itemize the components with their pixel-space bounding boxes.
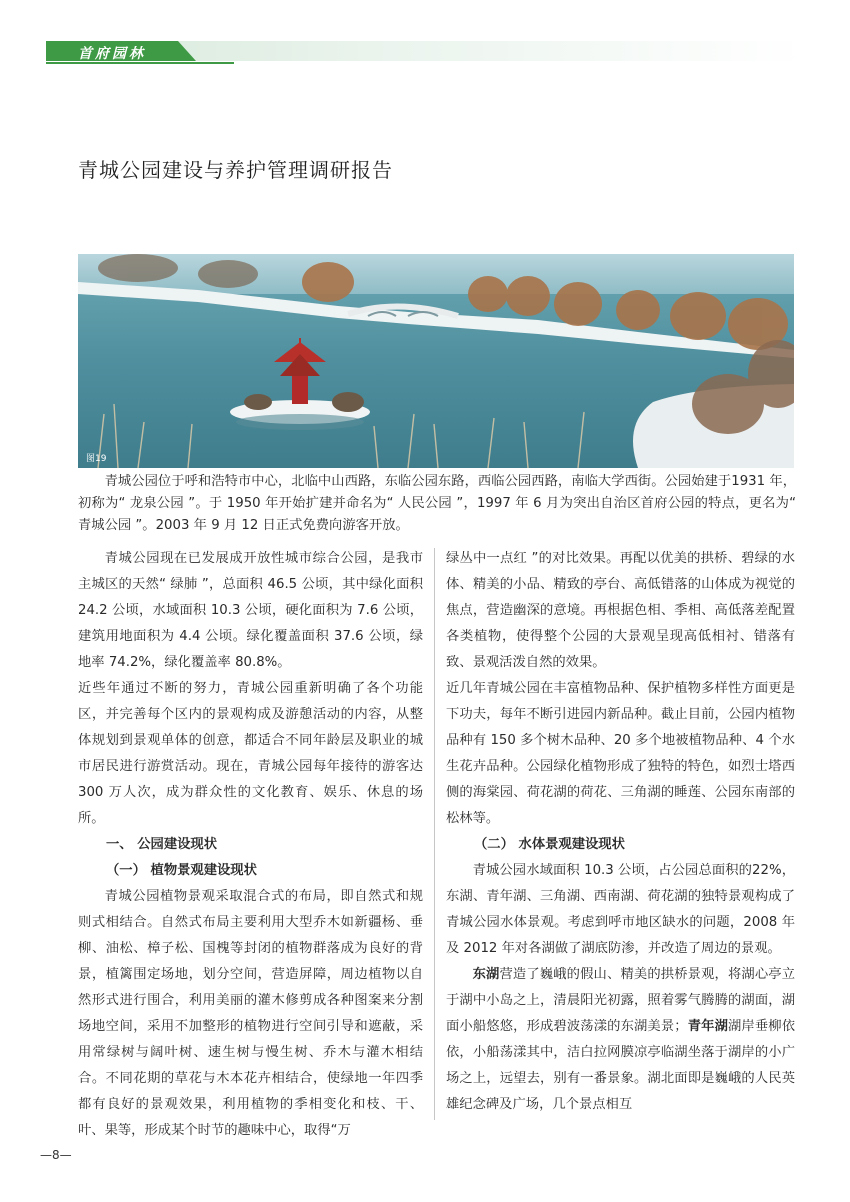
subsection-heading: （二） 水体景观建设现状	[474, 837, 625, 852]
section-heading: 一、 公园建设现状	[106, 837, 218, 852]
paragraph: 绿丛中一点红 ”的对比效果。再配以优美的拱桥、碧绿的水体、精美的小品、精致的亭台、高低错落的山体成为视觉的焦点，营造幽深的意境。再根据色相、季相、高低落差配置各类植物，使得整个公园的大景观呈现高低相衬、错落有致、景观活泼自然的效果。	[446, 551, 795, 670]
lake-name-youth: 青年湖	[687, 1019, 728, 1034]
paragraph: 青城公园植物景观采取混合式的布局，即自然式和规则式相结合。自然式布局主要利用大型乔木如新疆杨、垂柳、油松、樟子松、国槐等封闭的植物群落成为良好的背景，植篱围定场地，划分空间，营造屏障，周边植物以自然形式进行围合，利用美丽的灌木修剪成各种图案来分割场地空间，采用不加整形的植物进行空间引导和遮蔽，采用常绿树与阔叶树、速生树与慢生树、乔木与灌木相结合。不同花期的草花与木本花卉相结合，使绿地一年四季都有良好的景观效果，利用植物的季相变化和枝、干、叶、果等，形成某个时节的趣味中心，取得“万	[78, 889, 423, 1138]
subsection-heading: （一） 植物景观建设现状	[106, 863, 257, 878]
figure-label: 图19	[86, 454, 107, 464]
park-photo	[78, 254, 794, 468]
paragraph: 近些年通过不断的努力，青城公园重新明确了各个功能区，并完善每个区内的景观构成及游憩活动的内容，从整体规划到景观单体的创意，都适合不同年龄层及职业的城市居民进行游赏活动。现在，青城公园每年接待的游客达 300 万人次，成为群众性的文化教育、娱乐、休息的场所。	[78, 681, 423, 826]
paragraph-text: 湖岸垂柳依依，小船荡漾其中，洁白拉网膜凉亭临湖坐落于湖岸的小广场之上，远望去，别有一番景象。湖北面即是巍峨的人民英雄纪念碑及广场，几个景点相互	[446, 1019, 796, 1112]
section-label: 首府园林	[78, 46, 146, 62]
column-divider	[434, 548, 435, 1120]
paragraph: 青城公园现在已发展成开放性城市综合公园，是我市主城区的天然“ 绿肺 ”，总面积 46.5 公顷，其中绿化面积 24.2 公顷，水域面积 10.3 公顷，硬化面积为 7.6 公顷，建筑用地面积为 4.4 公顷。绿化覆盖面积 37.6 公顷，绿地率 74.2%，绿化覆盖率 80.8%。	[78, 551, 423, 670]
paragraph	[446, 962, 795, 1118]
left-column	[78, 546, 423, 1144]
paragraph: 近几年青城公园在丰富植物品种、保护植物多样性方面更是下功夫，每年不断引进园内新品种。截止目前，公园内植物品种有 150 多个树木品种、20 多个地被植物品种、4 个水生花卉品种。公园绿化植物形成了独特的特色，如烈士塔西侧的海棠园、荷花湖的荷花、三角湖的睡莲、公园东南部的松林等。	[446, 681, 795, 826]
right-column	[446, 546, 795, 1118]
intro-paragraph: 青城公园位于呼和浩特市中心，北临中山西路，东临公园东路，西临公园西路，南临大学西街。公园始建于1931 年，初称为“ 龙泉公园 ”。于 1950 年开始扩建并命名为“ 人民公园 ”，1997 年 6 月为突出自治区首府公园的特点，更名为“ 青城公园 ”。2003 年 9 月 12 日正式免费向游客开放。	[78, 474, 796, 533]
lake-name-east: 东湖	[472, 967, 500, 982]
intro-paragraph-block	[78, 471, 796, 537]
section-underline	[46, 62, 234, 64]
lake-pavilion-illustration	[78, 254, 794, 468]
article-title: 青城公园建设与养护管理调研报告	[78, 158, 393, 183]
paragraph: 青城公园水域面积 10.3 公顷，占公园总面积的22%，东湖、青年湖、三角湖、西南湖、荷花湖的独特景观构成了青城公园水体景观。考虑到呼市地区缺水的问题，2008 年及 2012 年对各湖做了湖底防渗，并改造了周边的景观。	[446, 863, 795, 956]
page-number: —8—	[40, 1148, 72, 1162]
paragraph-text: 营造了巍峨的假山、精美的拱桥景观，将湖心亭立于湖中小岛之上，清晨阳光初露，照着雾气腾腾的湖面，湖面小船悠悠，形成碧波荡漾的东湖美景；	[446, 967, 796, 1034]
